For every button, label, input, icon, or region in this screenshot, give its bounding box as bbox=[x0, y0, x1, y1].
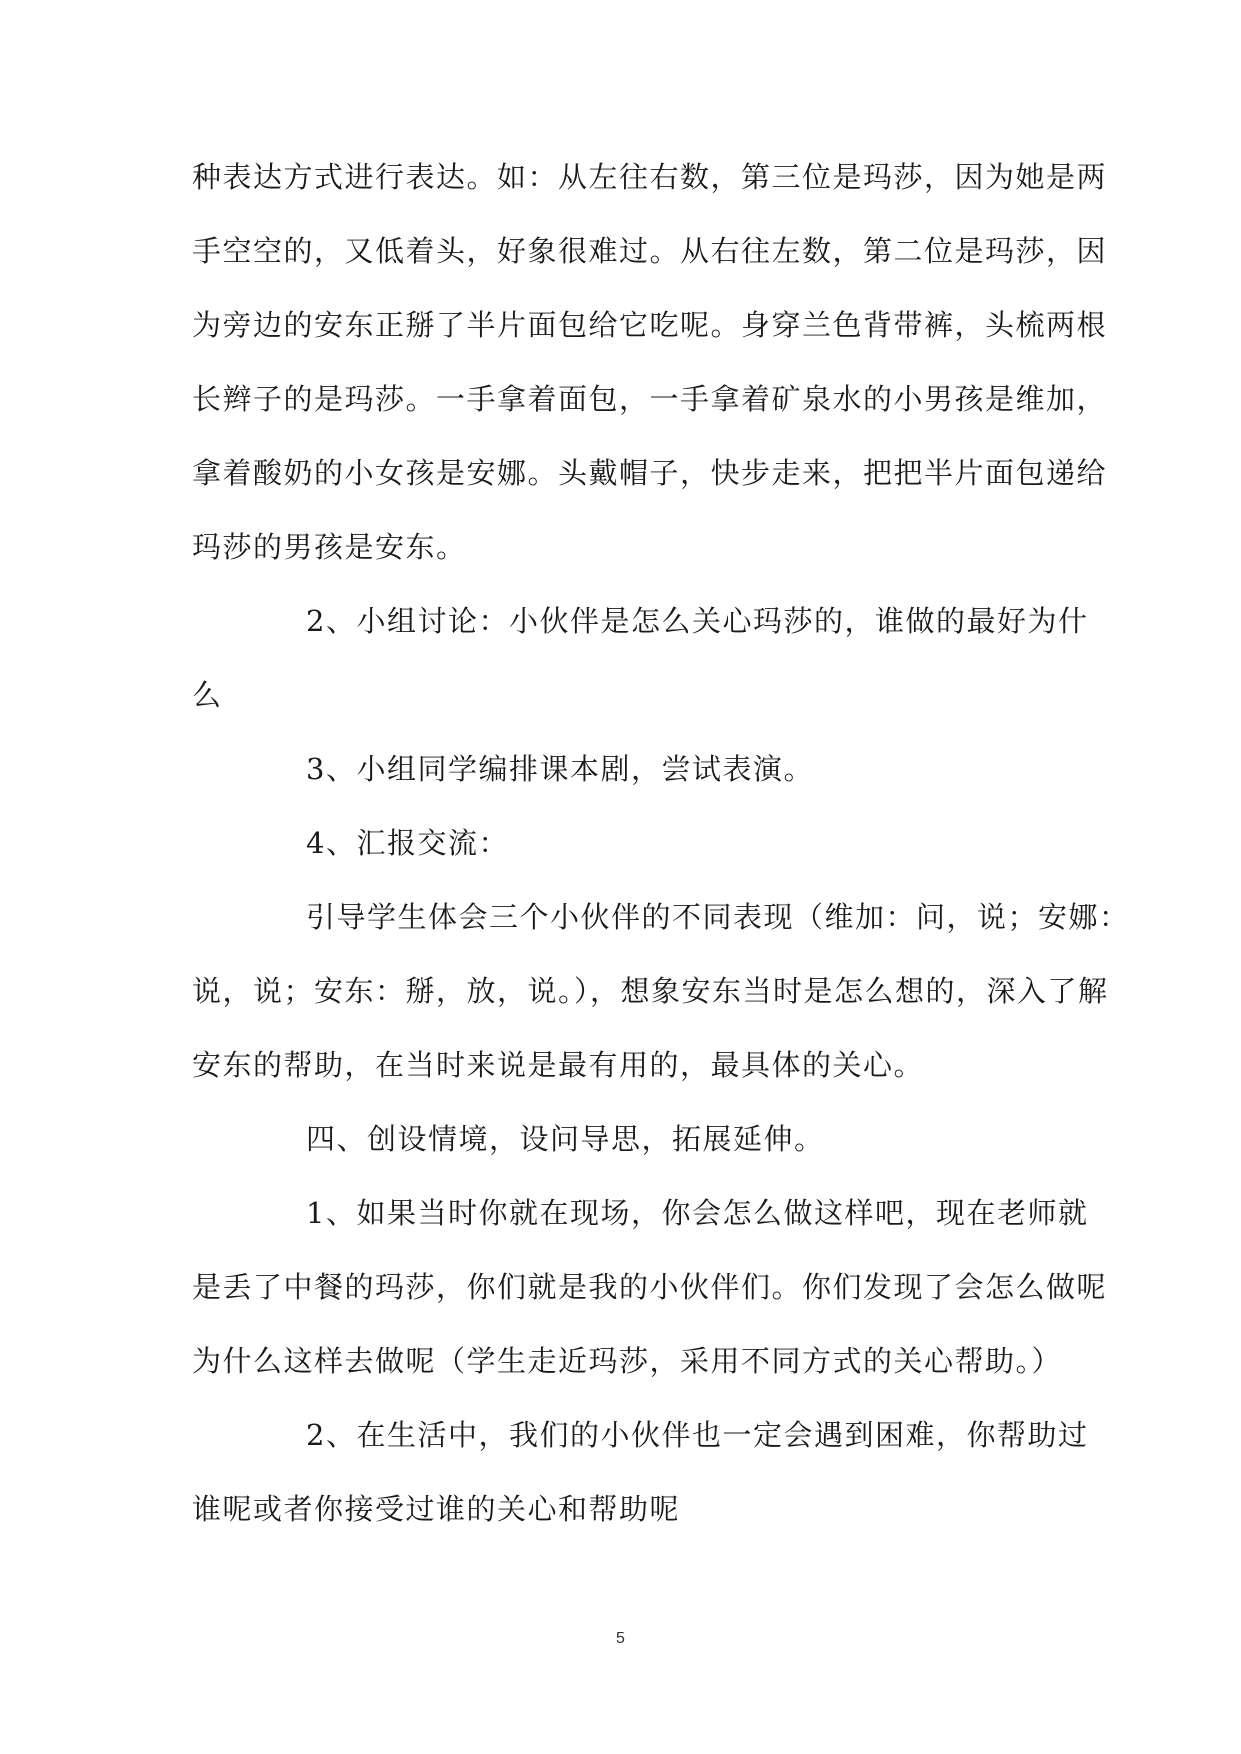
text-line: 为什么这样去做呢（学生走近玛莎，采用不同方式的关心帮助。） bbox=[192, 1344, 1063, 1378]
text-line: 手空空的，又低着头，好象很难过。从右往左数，第二位是玛莎，因 bbox=[192, 234, 1108, 268]
text-line: 1、如果当时你就在现场，你会怎么做这样吧，现在老师就 bbox=[306, 1196, 1089, 1230]
text-line: 长辫子的是玛莎。一手拿着面包，一手拿着矿泉水的小男孩是维加， bbox=[192, 382, 1108, 416]
text-line: 3、小组同学编排课本剧，尝试表演。 bbox=[306, 752, 814, 786]
text-line: 2、小组讨论：小伙伴是怎么关心玛莎的，谁做的最好为什 bbox=[306, 604, 1089, 638]
text-line: 么 bbox=[192, 678, 223, 712]
text-line: 安东的帮助，在当时来说是最有用的，最具体的关心。 bbox=[192, 1048, 925, 1082]
text-line: 玛莎的男孩是安东。 bbox=[192, 530, 467, 564]
document-body bbox=[192, 140, 1130, 1546]
section-heading: 四、创设情境，设问导思，拓展延伸。 bbox=[306, 1122, 825, 1156]
text-line: 为旁边的安东正掰了半片面包给它吃呢。身穿兰色背带裤，头梳两根 bbox=[192, 308, 1108, 342]
page-number: 5 bbox=[616, 1630, 625, 1647]
text-line: 谁呢或者你接受过谁的关心和帮助呢 bbox=[192, 1492, 681, 1526]
text-line: 引导学生体会三个小伙伴的不同表现（维加：问，说；安娜： bbox=[306, 900, 1130, 934]
text-line: 拿着酸奶的小女孩是安娜。头戴帽子，快步走来，把把半片面包递给 bbox=[192, 456, 1108, 490]
text-line: 是丢了中餐的玛莎，你们就是我的小伙伴们。你们发现了会怎么做呢 bbox=[192, 1270, 1108, 1304]
text-line: 2、在生活中，我们的小伙伴也一定会遇到困难，你帮助过 bbox=[306, 1418, 1089, 1452]
text-line: 4、汇报交流： bbox=[306, 826, 509, 860]
text-line: 说，说；安东：掰，放，说。），想象安东当时是怎么想的，深入了解 bbox=[192, 974, 1109, 1008]
text-line: 种表达方式进行表达。如：从左往右数，第三位是玛莎，因为她是两 bbox=[192, 160, 1108, 194]
